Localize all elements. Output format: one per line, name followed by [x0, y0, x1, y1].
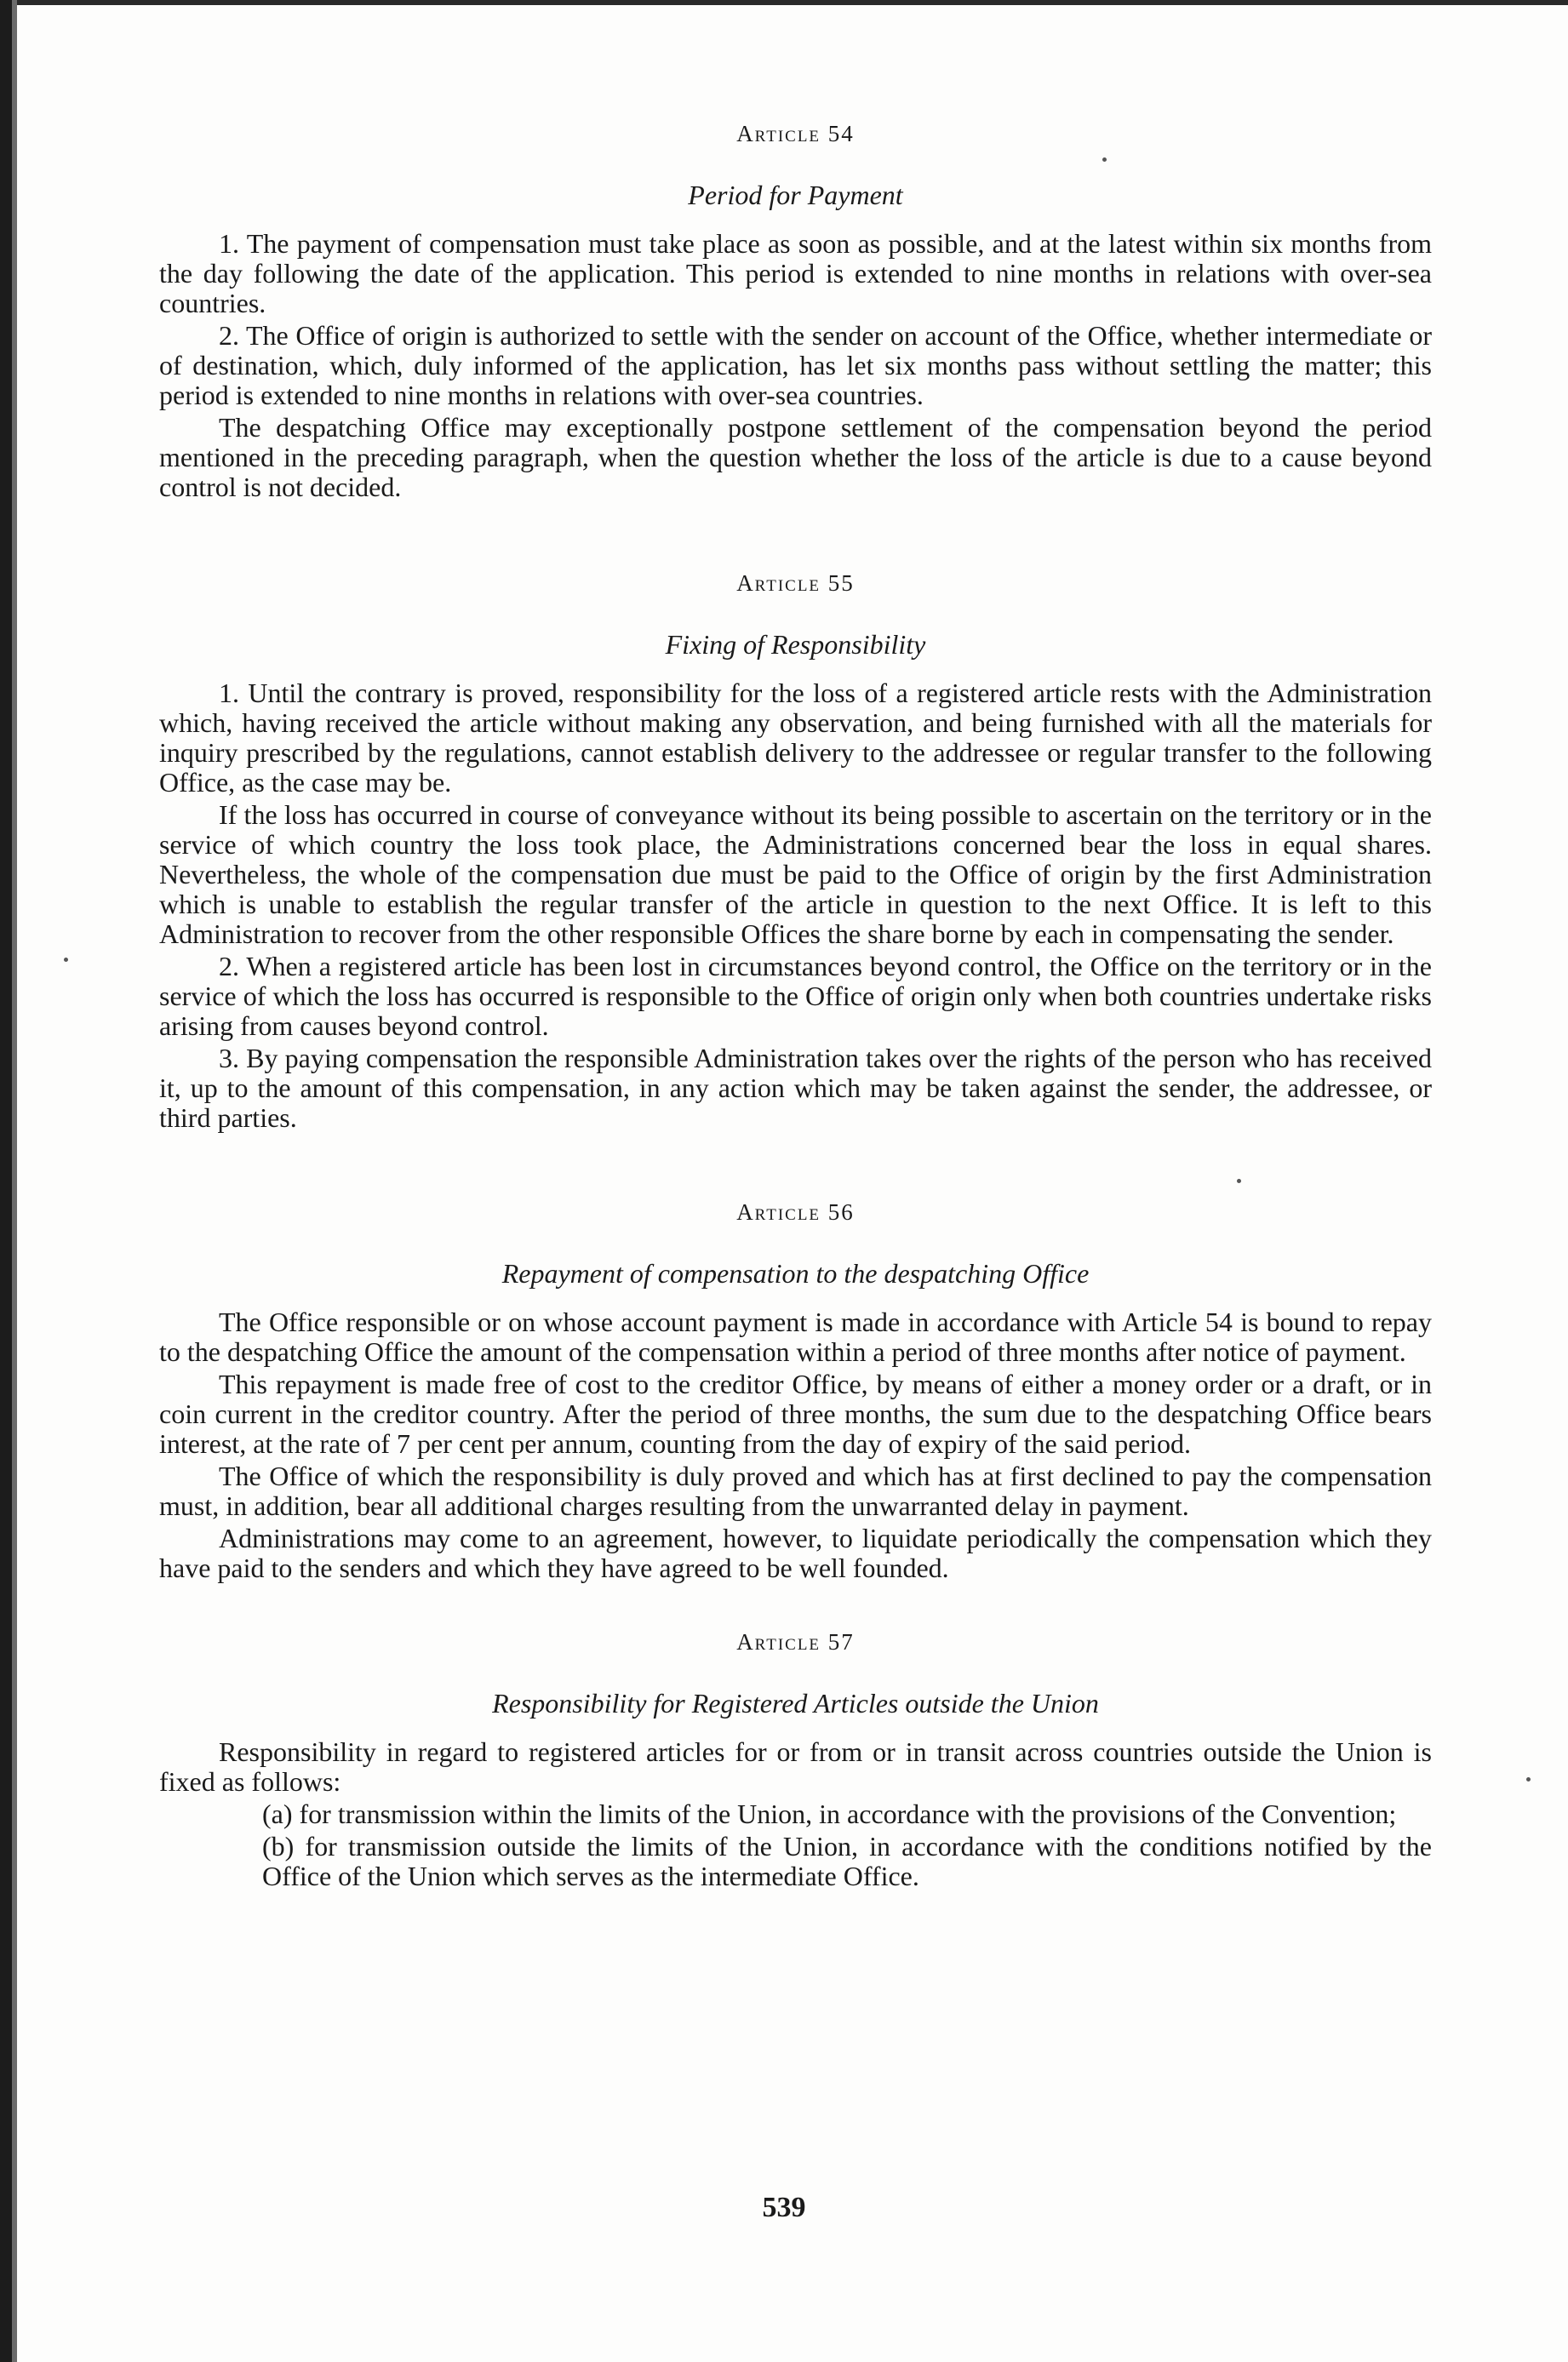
paragraph: 3. By paying compensation the responsible Administration takes over the rights of the person who has received it, up to the amount of this compensation, in any action which may be taken against the sender, the addressee, or third parties.: [159, 1043, 1432, 1133]
list-item: (a) for transmission within the limits of the Union, in accordance with the provisions of the Convention;: [262, 1799, 1397, 1829]
paragraph: 1. The payment of compensation must take place as soon as possible, and at the latest within six months from the day following the date of the application. This period is extended to nine months in relations with over-sea countries.: [159, 228, 1432, 318]
paragraph: Administrations may come to an agreement, however, to liquidate periodically the compensation which they have paid to the senders and which they have agreed to be well founded.: [159, 1523, 1432, 1583]
article-title: Responsibility for Registered Articles outside the Union: [492, 1688, 1099, 1719]
article-heading: Article 55: [736, 570, 855, 596]
paragraph: 2. The Office of origin is authorized to settle with the sender on account of the Office, whether intermediate or of destination, which, duly informed of the application, has let six months pass without settling the matter; this period is extended to nine months in relations with over-sea countries.: [159, 320, 1432, 410]
paragraph: 1. Until the contrary is proved, responsibility for the loss of a registered article rests with the Administration which, having received the article without making any observation, and being furnished with all the materials for inquiry prescribed by the regulations, cannot establish delivery to the addressee or regular transfer to the following Office, as the case may be.: [159, 678, 1432, 798]
document-body: [159, 119, 1432, 1891]
scan-speck: [1526, 1777, 1531, 1782]
paragraph: The Office responsible or on whose account payment is made in accordance with Article 54 is bound to repay to the despatching Office the amount of the compensation within a period of three months after notice of payment.: [159, 1307, 1432, 1367]
paragraph: The Office of which the responsibility is duly proved and which has at first declined to pay the compensation must, in addition, bear all additional charges resulting from the unwarranted delay in payment.: [159, 1461, 1432, 1521]
binding-edge-shadow: [12, 0, 17, 2362]
top-edge-rule: [0, 0, 1568, 5]
article-title: Period for Payment: [688, 180, 903, 210]
paragraph: The despatching Office may exceptionally postpone settlement of the compensation beyond the period mentioned in the preceding paragraph, when the question whether the loss of the article is due to a cause beyond control is not decided.: [159, 412, 1432, 502]
scan-speck: [64, 958, 68, 962]
page-number: 539: [762, 2192, 806, 2223]
binding-edge: [0, 0, 12, 2362]
article-57: [159, 1627, 1432, 1891]
article-56: [159, 1198, 1432, 1583]
article-heading: Article 57: [736, 1629, 855, 1655]
article-54: [159, 119, 1432, 502]
article-title: Fixing of Responsibility: [665, 629, 926, 660]
paragraph: If the loss has occurred in course of conveyance without its being possible to ascertain on the territory or in the service of which country the loss took place, the Administrations concerned bear the loss in equal shares. Nevertheless, the whole of the compensation due must be paid to the Office of origin by the first Administration which is unable to establish the regular transfer of the article in question to the next Office. It is left to this Administration to recover from the other responsible Offices the share borne by each in compensating the sender.: [159, 799, 1432, 949]
article-heading: Article 54: [736, 121, 855, 146]
article-55: [159, 569, 1432, 1133]
article-title: Repayment of compensation to the despatching Office: [501, 1258, 1090, 1289]
list-item: (b) for transmission outside the limits of the Union, in accordance with the conditions notified by the Office of the Union which serves as the intermediate Office.: [262, 1831, 1432, 1891]
paragraph: Responsibility in regard to registered articles for or from or in transit across countries outside the Union is fixed as follows:: [159, 1736, 1432, 1797]
paragraph: 2. When a registered article has been lost in circumstances beyond control, the Office on the territory or in the service of which the loss has occurred is responsible to the Office of origin only when both countries undertake risks arising from causes beyond control.: [159, 951, 1432, 1041]
article-heading: Article 56: [736, 1199, 855, 1225]
paragraph: This repayment is made free of cost to the creditor Office, by means of either a money order or a draft, or in coin current in the creditor country. After the period of three months, the sum due to the despatching Office bears interest, at the rate of 7 per cent per annum, counting from the day of expiry of the said period.: [159, 1369, 1432, 1459]
